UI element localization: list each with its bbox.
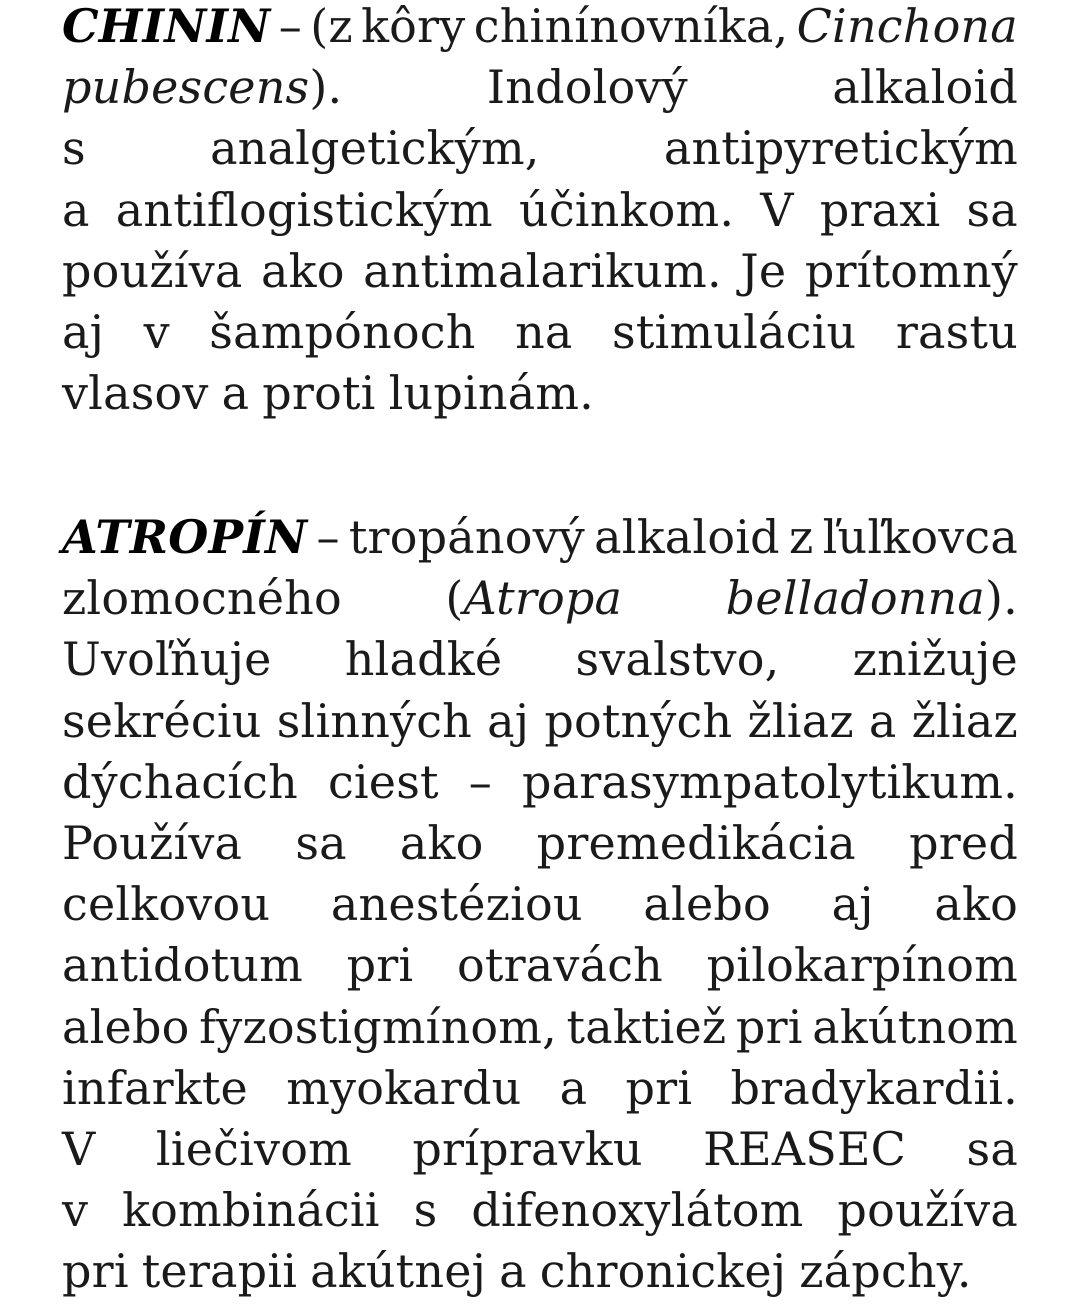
word: svalstvo,: [575, 632, 780, 687]
word: fyzostigmínom,: [199, 999, 557, 1054]
word: alebo: [62, 999, 190, 1054]
word: liečivom: [155, 1121, 352, 1176]
word: –: [316, 510, 340, 564]
word: účinkom.: [519, 182, 735, 237]
word: V: [760, 182, 794, 237]
word: –: [468, 754, 492, 809]
word: žliaz: [911, 693, 1018, 748]
word: akútnej: [310, 1244, 487, 1299]
word: tropánový: [348, 510, 585, 564]
word: a: [559, 1060, 588, 1115]
word: difenoxylátom: [471, 1183, 804, 1238]
word: dýchacích: [62, 754, 298, 809]
text-line: [62, 507, 1018, 568]
word: Je: [740, 243, 787, 298]
word: aj: [831, 877, 874, 932]
word: ako: [261, 243, 345, 298]
text-line: [62, 1241, 1018, 1302]
word: anestéziou: [330, 877, 583, 932]
word: antipyretickým: [663, 121, 1018, 176]
word: chinínovníka,: [473, 0, 789, 53]
word: ako: [399, 815, 484, 870]
word: aj: [62, 304, 105, 359]
word: pri: [62, 1244, 129, 1299]
word: praxi: [819, 182, 941, 237]
word-latin-wrapper: pubescens).: [62, 60, 343, 115]
word-latin: Atropa: [463, 571, 623, 626]
text-line: [62, 241, 1018, 302]
text-line: [62, 629, 1018, 690]
word: antimalarikum.: [363, 243, 722, 298]
text-line: [62, 874, 1018, 935]
text-line: [62, 0, 1018, 57]
word: Používa: [62, 815, 243, 870]
word: potných: [544, 693, 733, 748]
text-line: [62, 935, 1018, 996]
text-line: [62, 691, 1018, 752]
word: alkaloid: [832, 60, 1018, 115]
word: prípravku: [412, 1121, 643, 1176]
word: ciest: [327, 754, 439, 809]
word: šampónoch: [209, 304, 476, 359]
word: hladké: [344, 632, 503, 687]
word: antidotum: [62, 938, 303, 993]
word: alkaloid: [594, 510, 780, 564]
text-line: [62, 813, 1018, 874]
word: používa: [837, 1183, 1018, 1238]
word: terapii: [141, 1244, 298, 1299]
word: lupinám.: [388, 366, 594, 421]
word: s: [62, 121, 86, 176]
word: kôry: [361, 0, 466, 53]
word: myokardu: [286, 1060, 522, 1115]
word: alebo: [643, 877, 771, 932]
word-latin: pubescens: [62, 60, 310, 115]
word: rastu: [895, 304, 1018, 359]
word: V: [62, 1121, 96, 1176]
text-line: [62, 568, 1018, 629]
word: sa: [966, 182, 1018, 237]
text-line: [62, 1119, 1018, 1180]
word: premedikácia: [536, 815, 856, 870]
word: žliaz: [747, 693, 854, 748]
word: používa: [62, 243, 243, 298]
text-line: [62, 180, 1018, 241]
word: v: [62, 1183, 89, 1238]
word: infarkte: [62, 1060, 248, 1115]
word: REASEC: [703, 1121, 907, 1176]
entry-term: ATROPÍN: [62, 510, 308, 564]
text-line: [62, 302, 1018, 363]
word: a: [221, 366, 250, 421]
word: sa: [295, 815, 347, 870]
word: bradykardii.: [730, 1060, 1018, 1115]
entry-chinin: [62, 0, 1018, 424]
word-latin: belladonna: [725, 571, 986, 626]
word: kombinácii: [122, 1183, 380, 1238]
word: akútnom: [812, 999, 1018, 1054]
word: s: [413, 1183, 438, 1238]
entry-atropin: [62, 507, 1018, 1302]
word: a: [868, 693, 897, 748]
word-latin-wrapper: (Atropa: [445, 571, 623, 626]
word: antiflogistickým: [115, 182, 493, 237]
word: pilokarpínom: [706, 938, 1018, 993]
word: taktiež: [566, 999, 727, 1054]
word: celkovou: [62, 877, 271, 932]
word: Uvoľňuje: [62, 632, 272, 687]
word: –: [278, 0, 302, 53]
word: pred: [909, 815, 1018, 870]
word: zlomocného: [62, 571, 342, 626]
word: stimuláciu: [612, 304, 857, 359]
word: v: [143, 304, 170, 359]
text-line: [62, 363, 1018, 424]
text-line: [62, 997, 1018, 1058]
word: otravách: [456, 938, 663, 993]
word: aj: [487, 693, 530, 748]
word: pri: [735, 999, 803, 1054]
word-latin-wrapper: belladonna).: [725, 571, 1018, 626]
word: chronickej: [539, 1244, 787, 1299]
word: analgetickým,: [210, 121, 540, 176]
word: ľuľkovca: [822, 510, 1018, 564]
word-latin: Cinchona: [796, 0, 1018, 53]
word: a: [62, 182, 90, 237]
word: ako: [934, 877, 1018, 932]
word: vlasov: [62, 366, 209, 421]
word: proti: [262, 366, 376, 421]
word: pri: [346, 938, 414, 993]
word: slinných: [276, 693, 472, 748]
word: zápchy.: [799, 1244, 972, 1299]
word: a: [499, 1244, 527, 1299]
word: sa: [966, 1121, 1018, 1176]
text-line: [62, 752, 1018, 813]
text-line: [62, 57, 1018, 118]
word: pri: [625, 1060, 693, 1115]
word: sekréciu: [62, 693, 262, 748]
text-line: [62, 1180, 1018, 1241]
text-line: [62, 1058, 1018, 1119]
word: Indolový: [486, 60, 688, 115]
word: prítomný: [804, 243, 1018, 298]
word: parasympatolytikum.: [521, 754, 1018, 809]
text-line: [62, 118, 1018, 179]
word: z: [788, 510, 814, 564]
word: znižuje: [852, 632, 1018, 687]
word: (z: [310, 0, 353, 53]
word: na: [515, 304, 573, 359]
entry-term: CHININ: [62, 0, 271, 53]
